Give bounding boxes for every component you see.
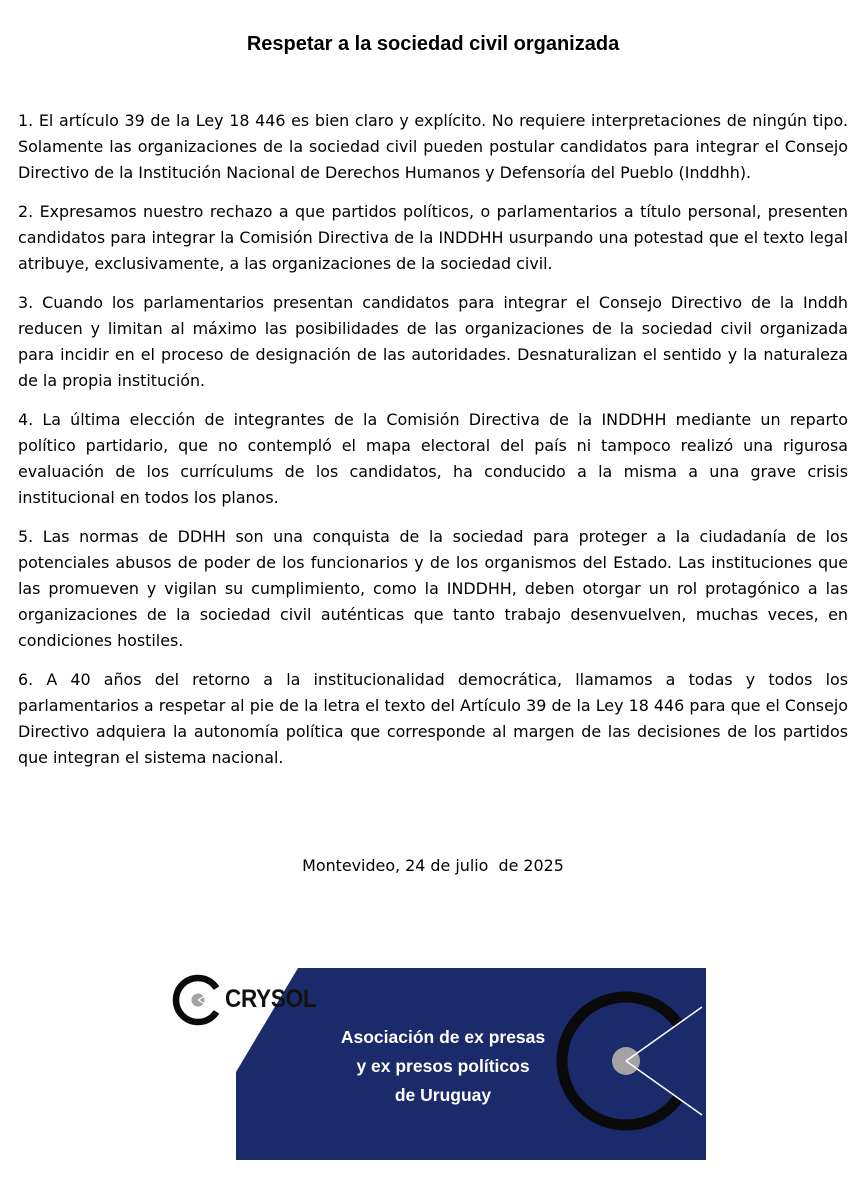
association-name xyxy=(298,1023,588,1110)
document-title: Respetar a la sociedad civil organizada xyxy=(246,33,620,55)
crysol-wordmark: CRYSOL xyxy=(225,985,317,1013)
paragraph-5: 5. Las normas de DDHH son una conquista de la sociedad para proteger a la ciudadanía de los potenciales abusos de poder de los funcionarios y de los organismos del Estado. Las instituciones que las promueven y vigilan su cumplimiento, como la INDDHH, deben otorgar un rol protagónico a las organizaciones de la sociedad civil auténticas que tanto trabajo desenvuelven, muchas veces, en condiciones hostiles. xyxy=(18,527,848,650)
place-and-date: Montevideo, 24 de julio de 2025 xyxy=(302,856,564,875)
paragraph-3: 3. Cuando los parlamentarios presentan candidatos para integrar el Consejo Directivo de la Inddh reducen y limitan al máximo las posibilidades de las organizaciones de la sociedad civil organizada para incidir en el proceso de designación de las autoridades. Desnaturalizan el sentido y la naturaleza de la propia institución. xyxy=(18,293,848,390)
association-line-1: Asociación de ex presas xyxy=(340,1027,546,1047)
paragraph-2: 2. Expresamos nuestro rechazo a que partidos políticos, o parlamentarios a título personal, presenten candidatos para integrar la Comisión Directiva de la INDDHH usurpando una potestad que el texto legal atribuye, exclusivamente, a las organizaciones de la sociedad civil. xyxy=(18,202,848,273)
crysol-logo-icon xyxy=(176,978,226,1022)
document-body xyxy=(18,108,848,784)
paragraph-6: 6. A 40 años del retorno a la institucionalidad democrática, llamamos a todas y todos los parlamentarios a respetar al pie de la letra el texto del Artículo 39 de la Ley 18 446 para que el Consejo Directivo adquiera la autonomía política que corresponde al margen de las decisiones de los partidos que integran el sistema nacional. xyxy=(18,670,848,767)
crysol-banner xyxy=(166,968,706,1160)
association-line-2: y ex presos políticos xyxy=(356,1056,530,1076)
association-line-3: de Uruguay xyxy=(394,1085,492,1105)
paragraph-1: 1. El artículo 39 de la Ley 18 446 es bien claro y explícito. No requiere interpretaciones de ningún tipo. Solamente las organizaciones de la sociedad civil pueden postular candidatos para integrar el Consejo Directivo de la Institución Nacional de Derechos Humanos y Defensoría del Pueblo (Inddhh). xyxy=(18,111,848,182)
paragraph-4: 4. La última elección de integrantes de la Comisión Directiva de la INDDHH mediante un reparto político partidario, que no contempló el mapa electoral del país ni tampoco realizó una rigurosa evaluación de los currículums de los candidatos, ha conducido a la misma a una grave crisis institucional en todos los planos. xyxy=(18,410,848,507)
